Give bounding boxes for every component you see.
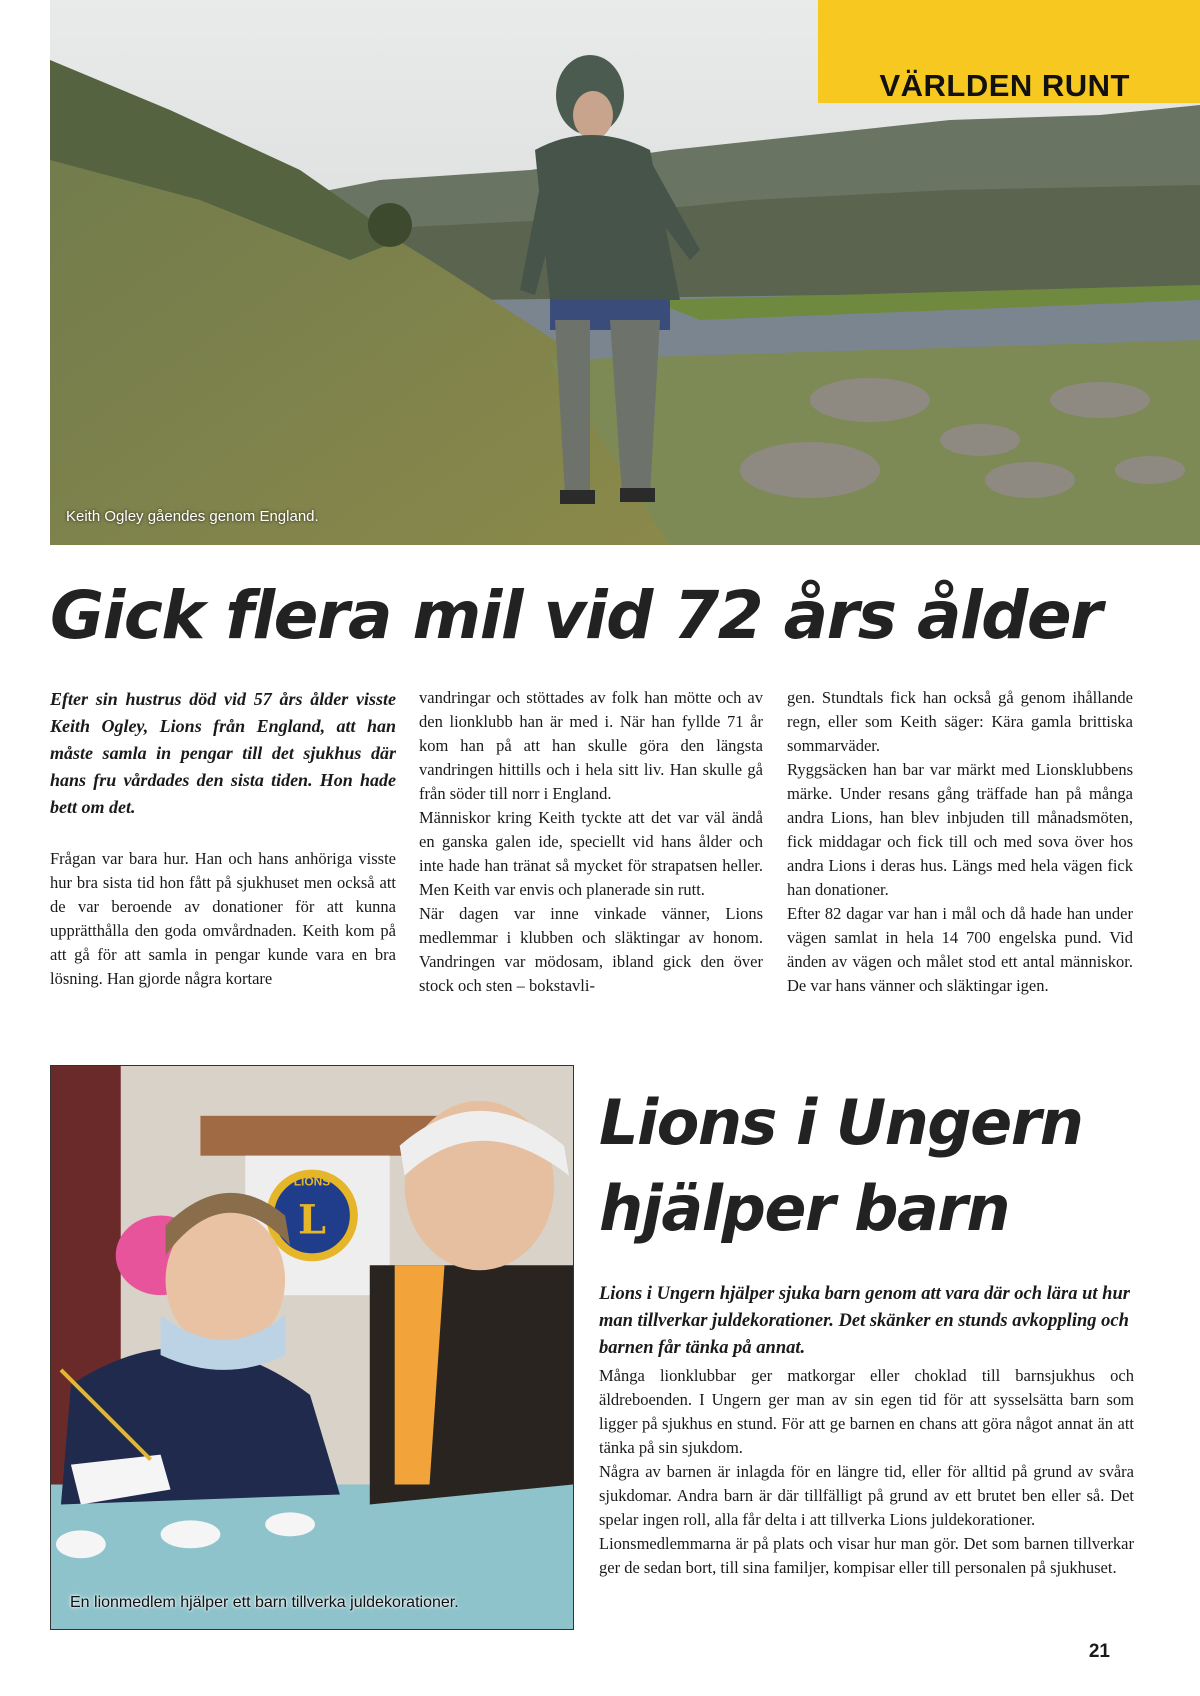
article-paragraph: Några av barnen är inlagda för en längre tid, eller för alltid på grund av svåra sjukdomar. Andra barn är där tillfälligt på grund av ett brutet ben eller så. Det spelar ingen roll, alla får delta i att tillverka Lions juldekorationer.	[599, 1462, 1134, 1529]
article-paragraph: Frågan var bara hur. Han och hans anhöriga visste hur bra sista tid hon fått på sjukhuset men också att de var beroende av donationer för att kunna upprätthålla den goda omvårdnaden. Keith kom på att gå för att samla in pengar kunde vara en bra lösning. Han gjorde några kortare	[50, 849, 396, 988]
article-headline: Gick flera mil vid 72 års ålder	[50, 577, 1102, 654]
hiker-photo-caption: Keith Ogley gåendes genom England.	[66, 508, 319, 525]
article-lead-2: Lions i Ungern hjälper sjuka barn genom att vara där och lära ut hur man tillverkar juldekorationer. Det skänker en stunds avkoppling och barnen får tänka på annat.	[599, 1283, 1130, 1358]
svg-text:L: L	[297, 1197, 327, 1244]
article-paragraph: Lionsmedlemmarna är på plats och visar hur man gör. Det som barnen tillverkar ger de sedan bort, till sina familjer, kompisar eller till personalen på sjukhuset.	[599, 1534, 1134, 1577]
article-paragraph: gen. Stundtals fick han också gå genom ihållande regn, eller som Keith säger: Kära gamla brittiska sommarväder.	[787, 688, 1133, 755]
article-body-2	[599, 1364, 1134, 1580]
article-column-3	[787, 686, 1133, 998]
article-column-1	[50, 686, 396, 991]
article-paragraph: Människor kring Keith tyckte att det var väl ändå en ganska galen ide, speciellt vid hans ålder och inte hade han tränat så mycket för strapatsen heller. Men Keith var envis och planerade sin rutt.	[419, 808, 763, 899]
article-lead: Efter sin hustrus död vid 57 års ålder visste Keith Ogley, Lions från England, att han måste samla in pengar till det sjukhus där hans fru vårdades den sista tiden. Hon hade bett om det.	[50, 689, 396, 817]
article-paragraph: När dagen var inne vinkade vänner, Lions medlemmar i klubben och släktingar av honom. Vandringen var mödosam, ibland gick den över stock och sten – bokstavli-	[419, 904, 763, 995]
craft-photo-caption: En lionmedlem hjälper ett barn tillverka juldekorationer.	[70, 1594, 459, 1611]
section-label: VÄRLDEN RUNT	[879, 68, 1130, 103]
article-paragraph: Efter 82 dagar var han i mål och då hade han under vägen samlat in hela 14 700 engelska pund. Vid änden av vägen och målet stod ett antal människor. De var hans vänner och släktingar igen.	[787, 904, 1133, 995]
lions-sign-text: LIONS	[293, 1174, 331, 1189]
article-paragraph: Ryggsäcken han bar var märkt med Lionsklubbens märke. Under resans gång träffade han på många andra Lions, han blev inbjuden till månadsmöten, fick middagar och fick till och med sova över hos andra Lions i deras hus. Längs med hela vägen fick han donationer.	[787, 760, 1133, 899]
article-column-2	[419, 686, 763, 998]
article-paragraph: Många lionklubbar ger matkorgar eller choklad till barnsjukhus och äldreboenden. I Ungern ger man av sin egen tid för att sysselsätta barn som ligger på sjukhus en stund. För att ge barnen en chans att göra något annat än att tänka på sin sjukdom.	[599, 1366, 1134, 1457]
article-headline-2: Lions i Ungern hjälper barn	[599, 1086, 1083, 1245]
page-number: 21	[1088, 1641, 1110, 1662]
section-tab	[818, 0, 1200, 103]
article-paragraph: vandringar och stöttades av folk han mötte och av den lionklubb han är med i. När han fyllde 71 år kom han på att han skulle göra den längsta vandringen hittills och i hela sitt liv. Han skulle gå från söder till norr i England.	[419, 688, 763, 803]
craft-photo	[50, 1065, 574, 1630]
